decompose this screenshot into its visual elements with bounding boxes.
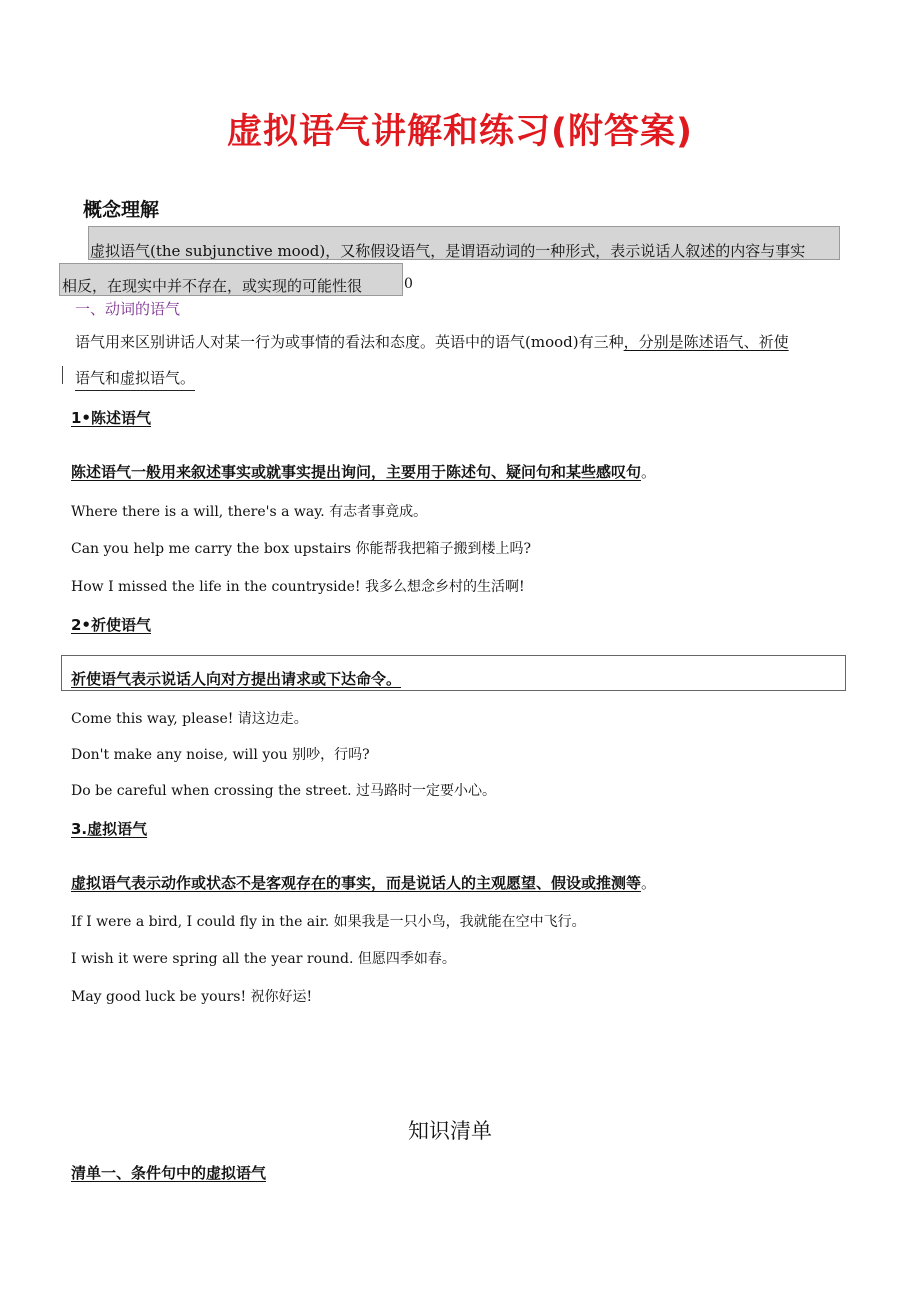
concept-text-tail: 0 (404, 276, 413, 292)
subjunctive-definition-end: 。 (641, 874, 657, 892)
section-indicative-heading: 1•陈述语气 (71, 409, 152, 427)
section-imperative-heading: 2•祈使语气 (71, 616, 152, 634)
mood-paragraph-plain: 语气用来区别讲话人对某一行为或事情的看法和态度。英语中的语气(mood)有三种 (75, 333, 624, 351)
subjunctive-definition-text: 虚拟语气表示动作或状态不是客观存在的事实，而是说话人的主观愿望、假设或推测等 (71, 874, 642, 892)
indicative-definition-text: 陈述语气一般用来叙述事实或就事实提出询问，主要用于陈述句、疑问句和某些感叹句 (71, 463, 642, 481)
imperative-example-1: Come this way, please! 请这边走。 (71, 711, 308, 727)
section-imperative-definition: 祈使语气表示说话人向对方提出请求或下达命令。 (71, 670, 402, 688)
concept-text-line-1: 虚拟语气(the subjunctive mood)，又称假设语气，是谓语动词的一种形式，表示说话人叙述的内容与事实 (90, 242, 806, 260)
concept-text-line-2: 相反，在现实中并不存在，或实现的可能性很 (62, 277, 363, 295)
margin-marker (62, 366, 63, 384)
indicative-definition-end: 。 (641, 463, 657, 481)
indicative-example-3: How I missed the life in the countryside! 我多么想念乡村的生活啊! (71, 579, 525, 595)
mood-paragraph-line-1 (75, 331, 789, 352)
section-subjunctive-heading: 3.虚拟语气 (71, 820, 148, 838)
knowledge-list-title: 知识清单 (408, 1119, 492, 1143)
imperative-example-3: Do be careful when crossing the street. 过马路时一定要小心。 (71, 783, 497, 799)
mood-paragraph-underlined: ，分别是陈述语气、祈使 (623, 333, 789, 351)
verb-mood-heading: 一、动词的语气 (75, 300, 181, 318)
document-title: 虚拟语气讲解和练习(附答案) (227, 112, 693, 152)
list-one-heading: 清单一、条件句中的虚拟语气 (71, 1164, 267, 1182)
section-indicative-definition (71, 461, 656, 482)
imperative-example-2: Don't make any noise, will you 别吵，行吗? (71, 747, 370, 763)
subjunctive-example-1: If I were a bird, I could fly in the air. 如果我是一只小鸟，我就能在空中飞行。 (71, 914, 586, 930)
subjunctive-example-2: I wish it were spring all the year round. 但愿四季如春。 (71, 951, 456, 967)
mood-paragraph-line-2: 语气和虚拟语气。 (75, 367, 195, 391)
indicative-example-1: Where there is a will, there's a way. 有志者事竟成。 (71, 504, 428, 520)
section-subjunctive-definition (71, 872, 656, 893)
subjunctive-example-3: May good luck be yours! 祝你好运! (71, 989, 313, 1005)
concept-heading: 概念理解 (83, 199, 160, 221)
indicative-example-2: Can you help me carry the box upstairs 你能帮我把箱子搬到楼上吗? (71, 541, 532, 557)
